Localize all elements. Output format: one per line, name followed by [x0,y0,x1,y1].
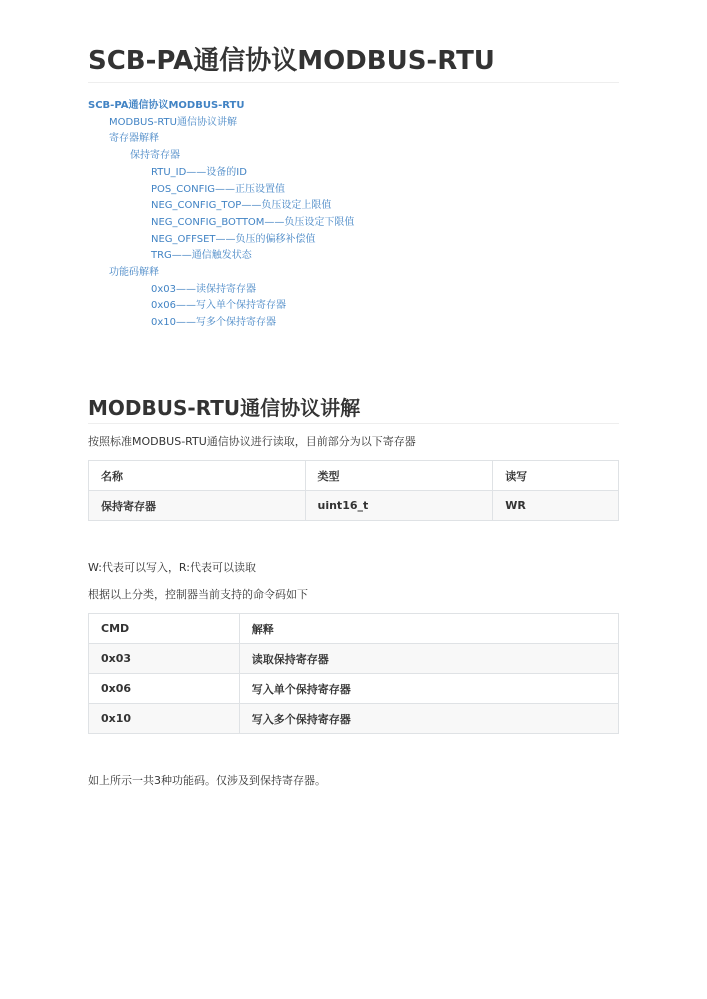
toc-item[interactable]: NEG_OFFSET——负压的偏移补偿值 [151,233,316,245]
table-cell: 0x06 [89,674,240,704]
toc-item[interactable]: 0x03——读保持寄存器 [151,283,257,295]
table-row [89,674,619,704]
toc-item[interactable]: POS_CONFIG——正压设置值 [151,183,286,195]
table-header-cell: 解释 [239,614,618,644]
command-table [88,613,619,734]
toc-item[interactable]: 寄存器解释 [109,133,159,145]
toc-item[interactable]: SCB-PA通信协议MODBUS-RTU [88,100,245,111]
toc-item[interactable]: 功能码解释 [109,267,159,279]
table-cell: WR [493,491,619,521]
section-heading: MODBUS-RTU通信协议讲解 [88,393,619,424]
table-header-cell: 读写 [493,461,619,491]
command-intro: 根据以上分类，控制器当前支持的命令码如下 [88,588,308,601]
section-intro: 按照标准MODBUS-RTU通信协议进行读取，目前部分为以下寄存器 [88,435,416,448]
toc-item[interactable]: NEG_CONFIG_BOTTOM——负压设定下限值 [151,216,355,228]
toc-item[interactable]: 保持寄存器 [130,150,180,162]
table-cell: 写入多个保持寄存器 [239,704,618,734]
toc-item[interactable]: MODBUS-RTU通信协议讲解 [109,116,237,128]
table-cell: 读取保持寄存器 [239,644,618,674]
table-of-contents [88,98,619,332]
toc-item[interactable]: 0x06——写入单个保持寄存器 [151,300,287,312]
access-note: W:代表可以写入，R:代表可以读取 [88,561,256,574]
table-row [89,644,619,674]
toc-item[interactable]: TRG——通信触发状态 [151,250,252,262]
table-header-cell: 类型 [305,461,493,491]
table-cell: 保持寄存器 [89,491,306,521]
table-header-row [89,461,619,491]
table-cell: 写入单个保持寄存器 [239,674,618,704]
table-row [89,491,619,521]
page-title: SCB-PA通信协议MODBUS-RTU [88,44,619,83]
table-header-cell: CMD [89,614,240,644]
table-cell: 0x10 [89,704,240,734]
table-row [89,704,619,734]
toc-item[interactable]: RTU_ID——设备的ID [151,166,247,178]
table-cell: 0x03 [89,644,240,674]
table-header-cell: 名称 [89,461,306,491]
toc-item[interactable]: 0x10——写多个保持寄存器 [151,317,277,329]
register-table [88,460,619,521]
table-cell: uint16_t [305,491,493,521]
summary-text: 如上所示一共3种功能码。仅涉及到保持寄存器。 [88,774,326,787]
toc-item[interactable]: NEG_CONFIG_TOP——负压设定上限值 [151,200,332,212]
table-header-row [89,614,619,644]
